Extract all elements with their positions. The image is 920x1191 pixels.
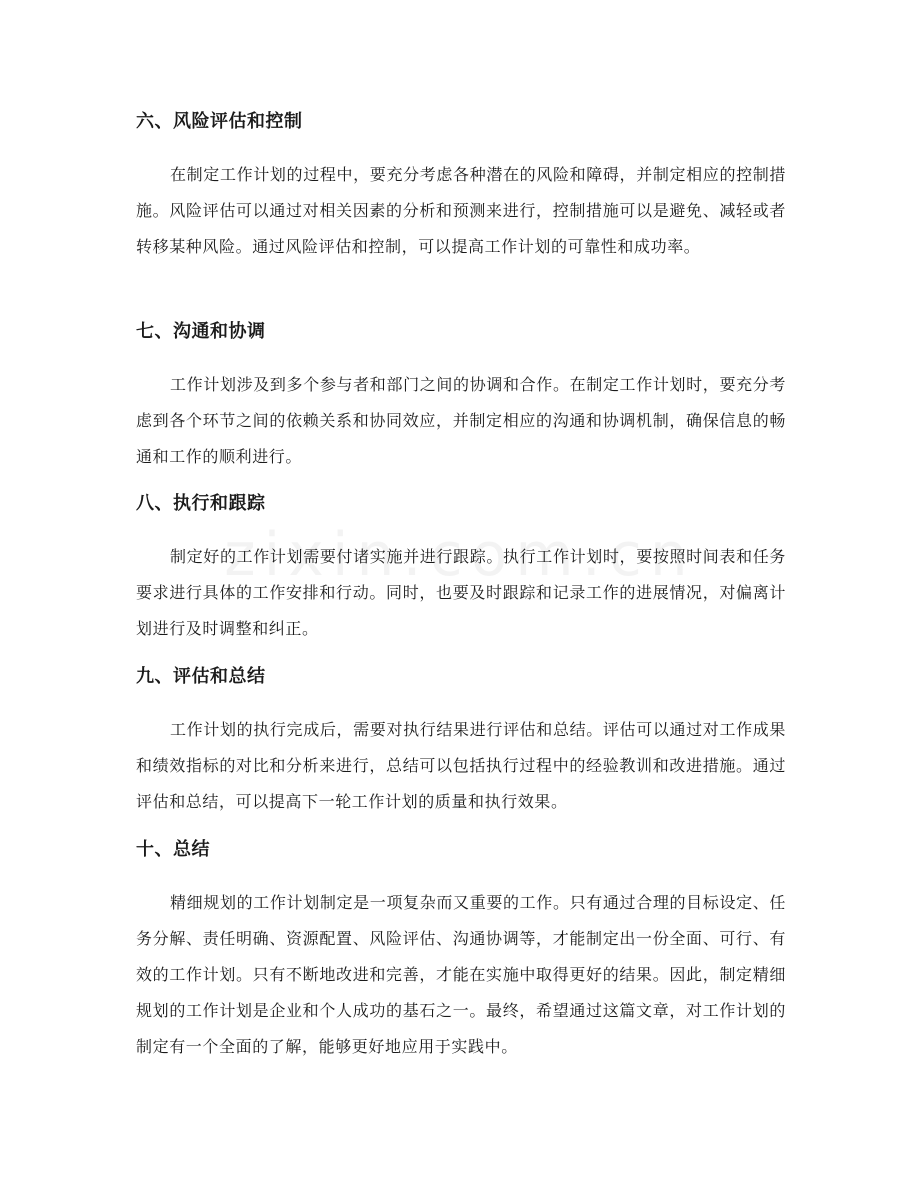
section-heading: 六、风险评估和控制 [136, 111, 303, 132]
section-paragraph: 精细规划的工作计划制定是一项复杂而又重要的工作。只有通过合理的目标设定、任务分解、责任明确、资源配置、风险评估、沟通协调等，才能制定出一份全面、可行、有效的工作计划。只有不断地改进和完善，才能在实施中取得更好的结果。因此，制定精细规划的工作计划是企业和个人成功的基石之一。最终，希望通过这篇文章，对工作计划的制定有一个全面的了解，能够更好地应用于实践中。 [136, 893, 786, 1056]
section-paragraph: 制定好的工作计划需要付诸实施并进行跟踪。执行工作计划时，要按照时间表和任务要求进行具体的工作安排和行动。同时，也要及时跟踪和记录工作的进展情况，对偏离计划进行及时调整和纠正。 [136, 547, 786, 638]
section-risk-assessment [136, 110, 786, 265]
section-summary [136, 838, 786, 1065]
section-heading: 十、总结 [136, 839, 210, 860]
section-evaluation [136, 665, 786, 820]
section-paragraph: 工作计划涉及到多个参与者和部门之间的协调和合作。在制定工作计划时，要充分考虑到各个环节之间的依赖关系和协同效应，并制定相应的沟通和协调机制，确保信息的畅通和工作的顺利进行。 [136, 375, 786, 466]
section-paragraph: 工作计划的执行完成后，需要对执行结果进行评估和总结。评估可以通过对工作成果和绩效指标的对比和分析来进行，总结可以包括执行过程中的经验教训和改进措施。通过评估和总结，可以提高下一轮工作计划的质量和执行效果。 [136, 720, 786, 811]
section-heading: 八、执行和跟踪 [136, 493, 266, 514]
section-heading: 九、评估和总结 [136, 666, 266, 687]
section-execution [136, 492, 786, 647]
section-paragraph: 在制定工作计划的过程中，要充分考虑各种潜在的风险和障碍，并制定相应的控制措施。风险评估可以通过对相关因素的分析和预测来进行，控制措施可以是避免、减轻或者转移某种风险。通过风险评估和控制，可以提高工作计划的可靠性和成功率。 [136, 165, 786, 256]
section-communication [136, 320, 786, 475]
section-heading: 七、沟通和协调 [136, 321, 266, 342]
